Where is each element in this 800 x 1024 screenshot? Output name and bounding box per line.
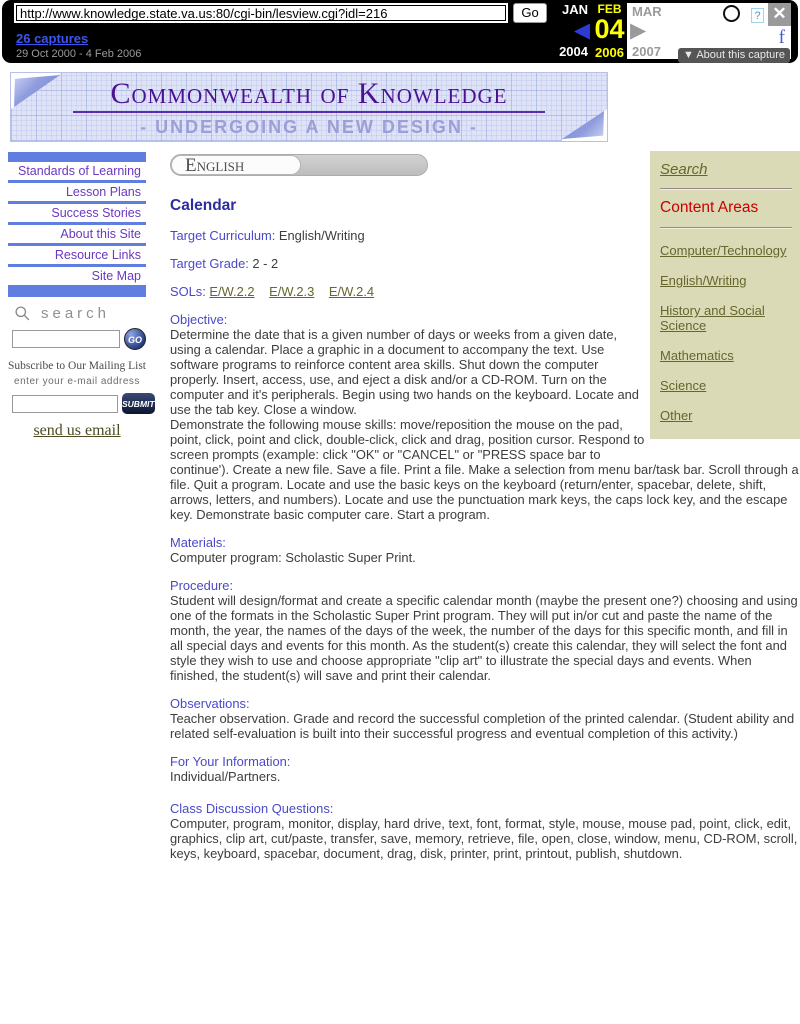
content-area-link-mathematics[interactable]: Mathematics	[660, 348, 734, 363]
objective-body-2: Demonstrate the following mouse skills: move/reposition the mouse on the pad, point, click, point and click, double-click, click and drag, position cursor. Respond to screen prompts (example: click "OK" or "CANCEL" or "PRESS space bar to continue'). Create a new file. Save a file. Print a file. Make a selection from menu bar/task bar. Scroll through a file. Quit a program. Locate and use the basic keys on the keyboard (return/enter, spacebar, delete, shift, arrows, letters, and numbers). Locate and use the punctuation mark keys, the caps lock key, and the escape key. Demonstrate basic computer care. Start a program.	[170, 417, 799, 522]
sols-label: SOLs:	[170, 284, 206, 299]
nav-item-site-map[interactable]: Site Map	[8, 267, 146, 285]
mailing-list-hint: enter your e-mail address	[14, 376, 140, 387]
content-area-link-science[interactable]: Science	[660, 378, 707, 393]
search-go-button[interactable]: GO	[124, 328, 146, 350]
sol-link-2[interactable]: E/W.2.3	[269, 284, 315, 299]
class-discussion-label: Class Discussion Questions:	[170, 801, 334, 816]
target-curriculum-label: Target Curriculum:	[170, 228, 276, 243]
search-icon	[14, 305, 31, 322]
banner-underline	[73, 111, 545, 113]
tab-english[interactable]: English	[171, 155, 301, 175]
timeline-current-column	[592, 0, 627, 63]
captures-link[interactable]: 26 captures	[16, 31, 89, 46]
next-year-label: 2007	[632, 44, 661, 59]
target-grade-value: 2 - 2	[252, 256, 279, 271]
site-title: Commonwealth of Knowledge	[110, 77, 508, 110]
right-sidebar	[650, 151, 800, 439]
section-materials	[170, 535, 800, 565]
nav-item-success-stories[interactable]: Success Stories	[8, 204, 146, 222]
lesson-title: Calendar	[170, 197, 237, 214]
prev-month-label: JAN	[561, 2, 588, 17]
observations-label: Observations:	[170, 696, 250, 711]
close-icon[interactable]: ✕	[768, 3, 791, 26]
wayback-toolbar	[2, 0, 798, 63]
prev-year-label: 2004	[559, 44, 588, 59]
send-us-email-link[interactable]: send us email	[33, 422, 121, 439]
nav-item-lesson-plans[interactable]: Lesson Plans	[8, 183, 146, 201]
content-area-link-other[interactable]: Other	[660, 408, 693, 423]
left-nav	[8, 152, 146, 297]
next-month-label: MAR	[632, 4, 662, 19]
main-content	[170, 152, 800, 861]
search-input[interactable]	[12, 330, 120, 348]
circle-icon[interactable]	[723, 5, 740, 22]
procedure-label: Procedure:	[170, 578, 234, 593]
current-day-label[interactable]: 04	[594, 14, 625, 44]
current-month-label: FEB	[597, 2, 622, 16]
sol-link-3[interactable]: E/W.2.4	[328, 284, 375, 299]
fyi-label: For Your Information:	[170, 754, 291, 769]
nav-item-about-this-site[interactable]: About this Site	[8, 225, 146, 243]
divider	[660, 227, 792, 229]
divider	[660, 188, 792, 190]
materials-body: Computer program: Scholastic Super Print.	[170, 550, 416, 565]
observations-body: Teacher observation. Grade and record the successful completion of the printed calendar. (Student ability and related self-evaluation is built into their successful progress and eventual completion of this activity.)	[170, 711, 795, 741]
site-banner	[10, 72, 608, 142]
section-observations	[170, 696, 800, 741]
section-class-discussion	[170, 801, 800, 861]
content-areas-heading: Content Areas	[660, 199, 759, 216]
site-subtitle: - UNDERGOING A NEW DESIGN -	[140, 117, 478, 137]
materials-label: Materials:	[170, 535, 226, 550]
section-procedure	[170, 578, 800, 683]
class-discussion-body: Computer, program, monitor, display, hard drive, text, font, format, style, mouse, mouse pad, point, click, edit, graphics, clip art, cut/paste, transfer, save, memory, retrieve, file, open, close, window, menu, CD-ROM, scroll, keys, keyboard, spacebar, document, drag, disk, printer, print, printout, publish, shutdown.	[170, 816, 798, 861]
go-button[interactable]: Go	[513, 3, 547, 23]
fyi-body: Individual/Partners.	[170, 769, 281, 784]
target-curriculum-value: English/Writing	[278, 228, 365, 243]
nav-item-resource-links[interactable]: Resource Links	[8, 246, 146, 264]
prev-capture-arrow-icon[interactable]: ◀	[573, 19, 590, 42]
submit-button[interactable]: SUBMIT	[122, 393, 155, 414]
search-label-row	[14, 305, 146, 322]
help-icon[interactable]: ?	[751, 8, 764, 23]
facebook-icon[interactable]: f	[778, 27, 785, 48]
capture-date-range: 29 Oct 2000 - 4 Feb 2006	[16, 48, 142, 60]
nav-item-standards-of-learning[interactable]: Standards of Learning	[8, 162, 146, 180]
next-capture-arrow-icon[interactable]: ▶	[630, 19, 647, 42]
content-area-link-history-social-science[interactable]: History and Social Science	[660, 303, 765, 333]
objective-label: Objective:	[170, 312, 228, 327]
sol-link-1[interactable]: E/W.2.2	[209, 284, 255, 299]
procedure-body: Student will design/format and create a specific calendar month (maybe the present one?) choosing and using one of the formats in the Scholastic Super Print program. They will put in/or cut and paste the name of the month, the year, the names of the days of the week, the number of the days for this specific month, and fill in all special days and events for this month. As the student(s) create this calendar, they will select the font and style they wish to use and choose appropriate "clip art" to illustrate the special days and events. When finished, the student(s) will save and print their calendar.	[170, 593, 798, 683]
current-year-label: 2006	[595, 45, 624, 60]
left-column	[8, 152, 155, 440]
subject-tab-bar	[170, 154, 428, 176]
content-area-link-computer-technology[interactable]: Computer/Technology	[660, 243, 787, 258]
content-area-link-english-writing[interactable]: English/Writing	[660, 273, 747, 288]
timeline-prev-column	[550, 0, 590, 63]
mailing-list-title: Subscribe to Our Mailing List	[8, 360, 146, 372]
search-label: search	[41, 305, 111, 322]
sidebar-search-link[interactable]: Search	[660, 161, 708, 178]
about-this-capture-button[interactable]: ▼ About this capture	[678, 48, 790, 63]
section-for-your-information	[170, 754, 800, 784]
url-input[interactable]	[14, 3, 508, 23]
email-input[interactable]	[12, 395, 118, 413]
objective-body: Determine the date that is a given number of days or weeks from a given date, using a calendar. Place a graphic in a document to accompany the text. Use software programs to reinforce content area skills. Shut down the computer properly. Insert, access, use, and eject a disk and/or a CD-ROM. Turn on the computer and it's peripherals. Begin using two hands on the keyboard. Locate and use the tab key. Close a window.	[170, 327, 639, 417]
target-grade-label: Target Grade:	[170, 256, 249, 271]
